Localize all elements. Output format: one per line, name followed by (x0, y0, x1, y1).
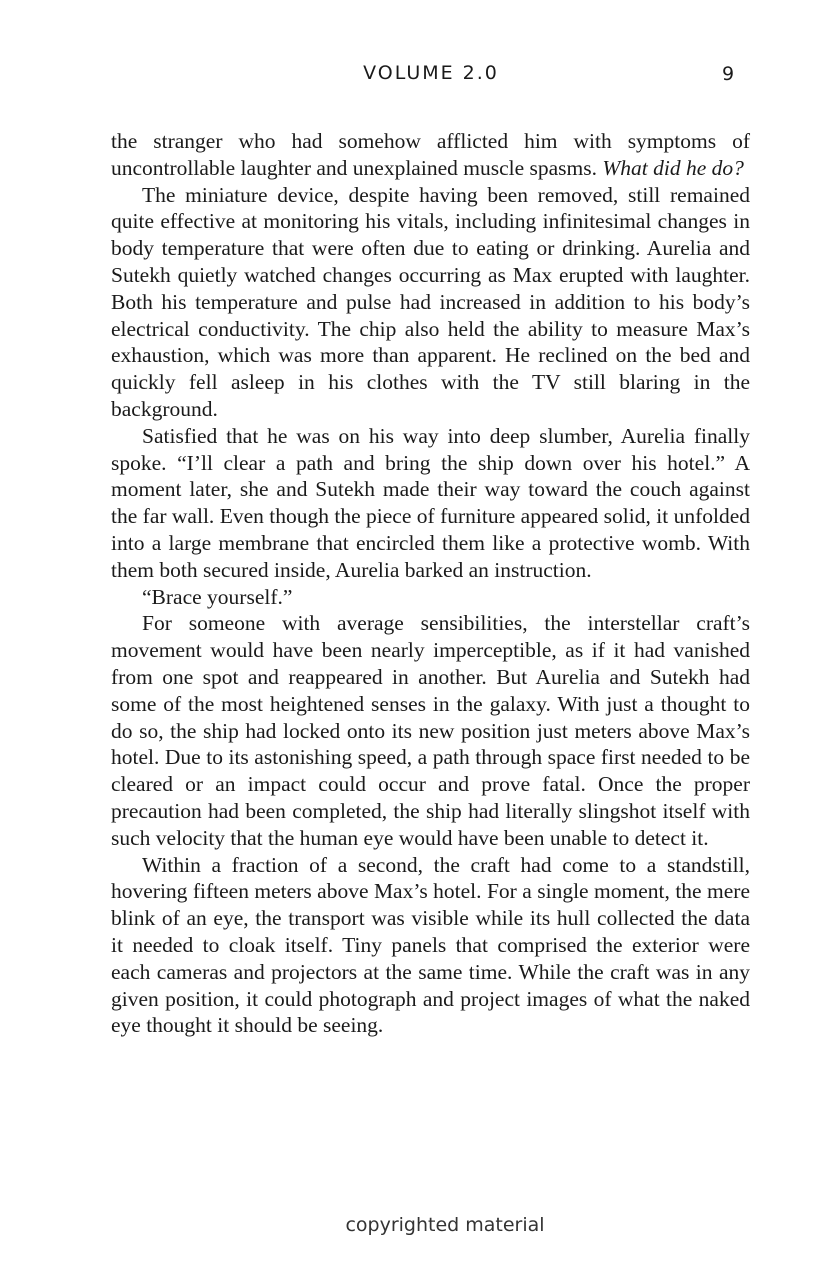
running-head (0, 62, 825, 86)
copyright-notice: copyrighted material (345, 1214, 545, 1236)
paragraph-3: Satisfied that he was on his way into deep slumber, Aurelia finally spoke. “I’ll clear a path and bring the ship down over his hotel.” A moment later, she and Sutekh made their way toward the couch against the far wall. Even though the piece of furniture appeared solid, it unfolded into a large membrane that encircled them like a protective womb. With them both secured inside, Aurelia barked an instruction. (111, 423, 750, 582)
paragraph-4: “Brace yourself.” (142, 584, 293, 609)
body-text (111, 128, 750, 1039)
running-title: VOLUME 2.0 (363, 62, 499, 84)
paragraph-5: For someone with average sensibilities, the interstellar craft’s movement would have been nearly imperceptible, as if it had vanished from one spot and reappeared in another. But Aurelia and Sutekh had some of the most heightened senses in the galaxy. With just a thought to do so, the ship had locked onto its new position just meters above Max’s hotel. Due to its astonishing speed, a path through space first needed to be cleared or an impact could occur and prove fatal. Once the proper precaution had been completed, the ship had literally slingshot itself with such velocity that the human eye would have been unable to detect it. (111, 611, 750, 850)
paragraph-1 (111, 128, 750, 182)
paragraph-1-text: the stranger who had somehow afflicted him with symptoms of uncontrollable laughter and unexplained muscle spasms. (111, 129, 750, 180)
paragraph-6: Within a fraction of a second, the craft had come to a standstill, hovering fifteen meters above Max’s hotel. For a single moment, the mere blink of an eye, the transport was visible while its hull collected the data it needed to cloak itself. Tiny panels that comprised the exterior were each cameras and projectors at the same time. While the craft was in any given position, it could photograph and project images of what the naked eye thought it should be seeing. (111, 852, 750, 1038)
paragraph-1-italic: What did he do? (602, 155, 744, 180)
paragraph-2: The miniature device, despite having been removed, still remained quite effective at monitoring his vitals, including infinitesimal changes in body temperature that were often due to eating or drinking. Aurelia and Sutekh quietly watched changes occurring as Max erupted with laughter. Both his temperature and pulse had increased in addition to his body’s electrical conductivity. The chip also held the ability to measure Max’s exhaustion, which was more than apparent. He reclined on the bed and quickly fell asleep in his clothes with the TV still blaring in the background. (111, 182, 750, 421)
page-number: 9 (722, 63, 735, 85)
